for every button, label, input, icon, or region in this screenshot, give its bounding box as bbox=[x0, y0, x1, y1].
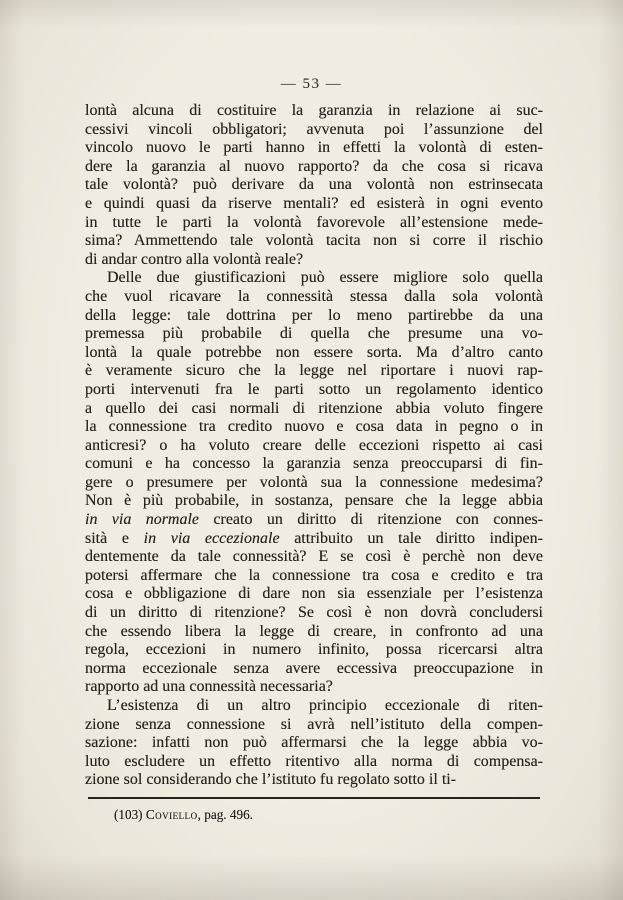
text-line bbox=[85, 697, 543, 716]
text-line bbox=[85, 418, 543, 437]
text-line bbox=[85, 734, 543, 753]
text-segment: in tutte le parti la volontà favorevole all’estensione mede- bbox=[85, 213, 543, 231]
text-line bbox=[85, 400, 543, 419]
text-line bbox=[85, 511, 543, 530]
paragraph bbox=[85, 697, 543, 790]
text-line bbox=[85, 716, 543, 735]
text-line bbox=[85, 307, 543, 326]
text-segment: è veramente sicuro che la legge nel riportare i nuovi rap- bbox=[85, 362, 543, 380]
text-line bbox=[85, 251, 543, 270]
text-segment: lontà la quale potrebbe non essere sorta. Ma d’altro canto bbox=[85, 343, 543, 361]
text-line bbox=[85, 771, 543, 790]
text-segment: rapporto ad una connessità necessaria? bbox=[85, 678, 333, 696]
text-line bbox=[85, 604, 543, 623]
text-segment: creato un diritto di ritenzione con connes- bbox=[199, 511, 543, 529]
text-line bbox=[85, 269, 543, 288]
text-line bbox=[85, 641, 543, 660]
text-segment: cosa e obbligazione di dare non sia essenziale per l’esistenza bbox=[85, 585, 543, 603]
text-line bbox=[85, 753, 543, 772]
text-body bbox=[85, 102, 543, 790]
text-line bbox=[85, 381, 543, 400]
text-line bbox=[85, 102, 543, 121]
text-line bbox=[85, 121, 543, 140]
text-segment: cessivi vincoli obbligatori; avvenuta poi l’assunzione del bbox=[85, 120, 543, 138]
text-line bbox=[85, 325, 543, 344]
text-segment: tale volontà? può derivare da una volontà non estrinsecata bbox=[85, 176, 543, 194]
text-line bbox=[85, 530, 543, 549]
italic-text: in via normale bbox=[85, 511, 200, 529]
text-segment: dere la garanzia al nuovo rapporto? da che cosa si ricava bbox=[85, 157, 543, 175]
text-segment: L’esistenza di un altro principio eccezionale di riten- bbox=[107, 697, 543, 714]
text-segment: luto escludere un effetto ritentivo alla norma di compensa- bbox=[85, 752, 543, 770]
text-segment: regola, eccezioni in numero infinito, possa ricercarsi altra bbox=[85, 641, 543, 659]
text-line bbox=[85, 548, 543, 567]
text-segment: norma eccezionale senza avere eccessiva preoccupazione in bbox=[85, 659, 543, 677]
text-line bbox=[85, 623, 543, 642]
text-segment: attribuito un tale diritto indipen- bbox=[279, 529, 543, 547]
text-segment: di andar contro alla volontà reale? bbox=[85, 250, 304, 268]
text-segment: premessa più probabile di quella che presume una vo- bbox=[85, 325, 543, 343]
text-segment: comuni e ha concesso la garanzia senza preoccuparsi di fin- bbox=[85, 455, 543, 473]
text-line bbox=[85, 474, 543, 493]
text-segment: a quello dei casi normali di ritenzione abbia voluto fingere bbox=[85, 399, 543, 417]
paragraph bbox=[85, 102, 543, 269]
footnote bbox=[88, 797, 540, 823]
text-segment: e quindi quasi da riserve mentali? ed esisterà in ogni evento bbox=[85, 194, 543, 212]
text-line bbox=[85, 344, 543, 363]
text-segment: dentemente da tale connessità? E se così è perchè non deve bbox=[85, 548, 543, 566]
italic-text: in via eccezionale bbox=[143, 529, 280, 547]
text-segment: la connessione tra credito nuovo e cosa data in pegno o in bbox=[85, 418, 543, 436]
text-line bbox=[85, 567, 543, 586]
text-line bbox=[85, 492, 543, 511]
text-segment: potersi affermare che la connessione tra cosa e credito e tra bbox=[85, 566, 543, 584]
text-segment: Non è più probabile, in sostanza, pensare che la legge abbia bbox=[85, 492, 543, 510]
text-line bbox=[85, 678, 543, 697]
text-segment: gere o presumere per volontà sua la connessione medesima? bbox=[85, 473, 543, 491]
text-segment: zione senza connessione si avrà nell’istituto della compen- bbox=[85, 715, 543, 733]
text-line bbox=[85, 288, 543, 307]
footnote-author: Coviello bbox=[145, 807, 198, 822]
text-line bbox=[85, 158, 543, 177]
text-segment: della legge: tale dottrina per lo meno partirebbe da una bbox=[85, 306, 543, 324]
text-segment: zione sol considerando che l’istituto fu regolato sotto il ti- bbox=[85, 771, 457, 789]
text-segment: che essendo libera la legge di creare, in confronto ad una bbox=[85, 622, 543, 640]
text-segment: vincolo nuovo le parti hanno in effetti la volontà di esten- bbox=[85, 139, 543, 157]
text-line bbox=[85, 214, 543, 233]
text-segment: Delle due giustificazioni può essere migliore solo quella bbox=[107, 269, 543, 287]
text-segment: anticresi? o ha voluto creare delle eccezioni rispetto ai casi bbox=[85, 436, 543, 454]
text-line bbox=[85, 660, 543, 679]
text-segment: sità e bbox=[85, 529, 144, 547]
text-line bbox=[85, 437, 543, 456]
footnote-marker: (103) bbox=[114, 807, 146, 822]
text-segment: sazione: infatti non può affermarsi che la legge abbia vo- bbox=[85, 734, 543, 752]
text-segment: sima? Ammettendo tale volontà tacita non si corre il rischio bbox=[85, 232, 543, 250]
text-line bbox=[85, 195, 543, 214]
footnote-text bbox=[88, 807, 540, 823]
text-segment: che vuol ricavare la connessità stessa dalla sola volontà bbox=[85, 287, 543, 305]
text-line bbox=[85, 455, 543, 474]
paragraph bbox=[85, 269, 543, 697]
text-segment: di un diritto di ritenzione? Se così è non dovrà concludersi bbox=[85, 604, 543, 622]
text-line bbox=[85, 585, 543, 604]
text-line bbox=[85, 362, 543, 381]
text-line bbox=[85, 176, 543, 195]
text-segment: lontà alcuna di costituire la garanzia in relazione ai suc- bbox=[85, 102, 543, 119]
text-line bbox=[85, 139, 543, 158]
text-segment: porti intervenuti fra le parti sotto un regolamento identico bbox=[85, 380, 543, 398]
footnote-divider bbox=[88, 797, 540, 799]
page-number: — 53 — bbox=[280, 76, 343, 92]
footnote-reference: , pag. 496. bbox=[197, 807, 253, 822]
text-line bbox=[85, 232, 543, 251]
